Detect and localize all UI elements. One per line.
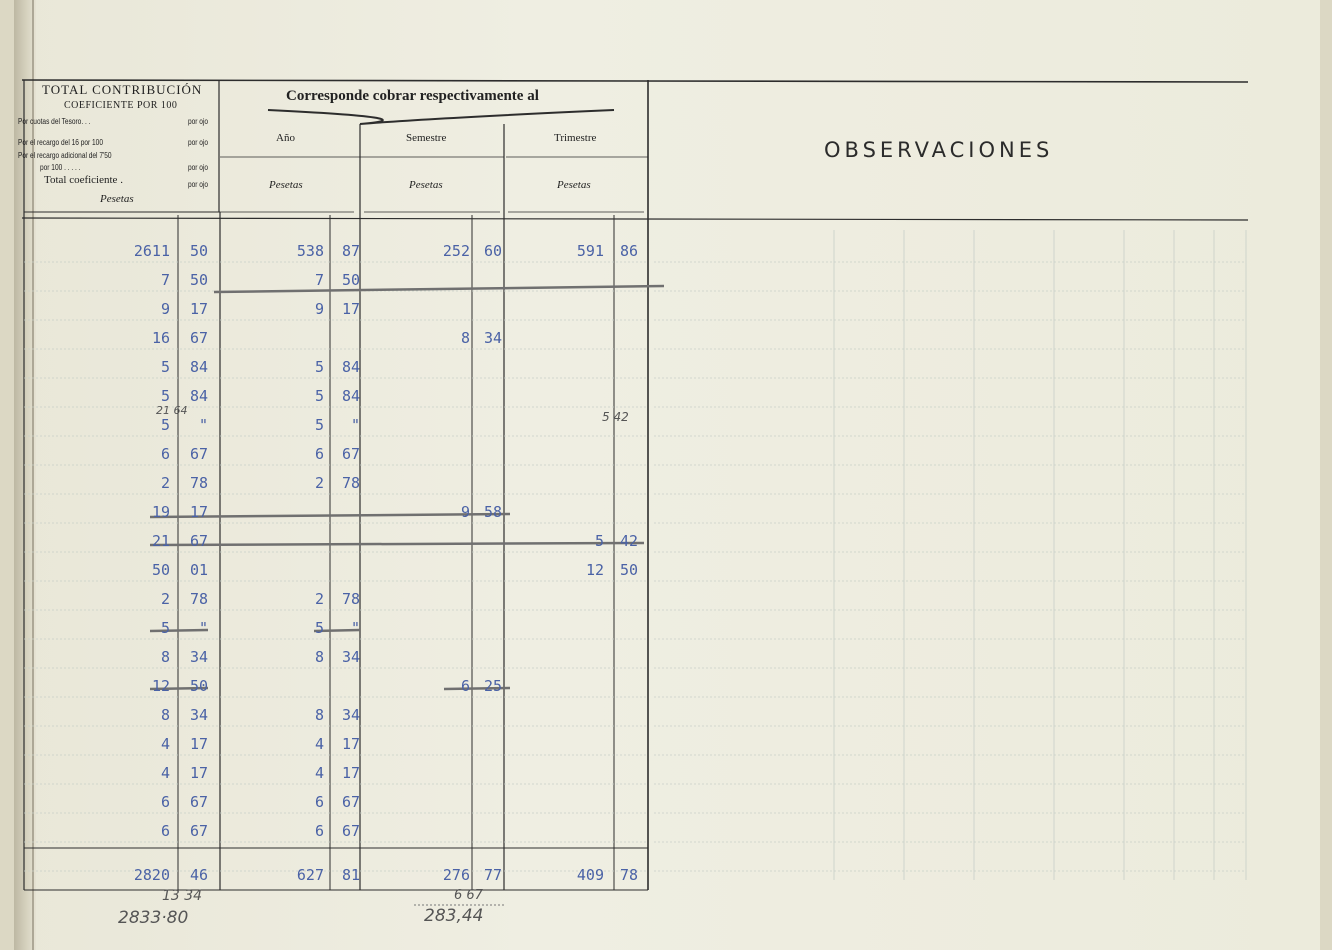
por-cien-4: por ojo bbox=[188, 180, 209, 189]
row-14-ano-p: 5 bbox=[314, 619, 324, 637]
row-20-total-p: 6 bbox=[160, 793, 170, 811]
row-10-total-c: 17 bbox=[189, 503, 208, 521]
pesetas-trimestre-header: Pesetas bbox=[557, 179, 591, 191]
row-10-sem-c: 58 bbox=[483, 503, 502, 521]
row-3-total-c: 17 bbox=[189, 300, 208, 318]
row-12-tri-p: 12 bbox=[585, 561, 604, 579]
ledger-grid bbox=[14, 0, 1320, 950]
row-9-ano-c: 78 bbox=[341, 474, 360, 492]
por-cien-1: por ojo bbox=[188, 117, 209, 126]
handwritten-below-sem-2: 283,44 bbox=[424, 906, 484, 926]
row-11-total-p: 21 bbox=[151, 532, 170, 550]
row-20-ano-c: 67 bbox=[341, 793, 360, 811]
row-13-ano-c: 78 bbox=[341, 590, 360, 608]
corresponde-title: Corresponde cobrar respectivamente al bbox=[286, 88, 539, 104]
row-12-total-p: 50 bbox=[151, 561, 170, 579]
row-19-ano-c: 17 bbox=[341, 764, 360, 782]
handwritten-note-5-42: 5 42 bbox=[602, 410, 629, 424]
row-16-total-c: 50 bbox=[189, 677, 208, 695]
pesetas-ano-header: Pesetas bbox=[269, 179, 303, 191]
row-2-total-p: 7 bbox=[160, 271, 170, 289]
row-17-ano-c: 34 bbox=[341, 706, 360, 724]
top-border bbox=[22, 80, 1248, 82]
row-18-total-p: 4 bbox=[160, 735, 170, 753]
row-16-total-p: 12 bbox=[151, 677, 170, 695]
handwritten-below-total-1: 13 34 bbox=[162, 888, 203, 904]
row-7-total-p: 5 bbox=[160, 416, 170, 434]
corresponde-bracket bbox=[268, 110, 614, 124]
row-6-total-p: 5 bbox=[160, 387, 170, 405]
row-15-ano-p: 8 bbox=[314, 648, 324, 666]
row-9-total-p: 2 bbox=[160, 474, 170, 492]
por-cien-2: por ojo bbox=[188, 138, 209, 147]
row-13-total-p: 2 bbox=[160, 590, 170, 608]
row-15-ano-c: 34 bbox=[341, 648, 360, 666]
row-16-sem-p: 6 bbox=[460, 677, 470, 695]
row-9-total-c: 78 bbox=[189, 474, 208, 492]
recargo-16-label: Por el recargo del 16 por 100 bbox=[18, 138, 103, 147]
row-8-ano-p: 6 bbox=[314, 445, 324, 463]
row-19-total-p: 4 bbox=[160, 764, 170, 782]
row-3-ano-p: 9 bbox=[314, 300, 324, 318]
handwritten-below-total-2: 2833·80 bbox=[118, 908, 189, 928]
row-5-ano-p: 5 bbox=[314, 358, 324, 376]
totals-ano-cents: 81 bbox=[341, 866, 360, 884]
row-18-ano-c: 17 bbox=[341, 735, 360, 753]
row-4-sem-p: 8 bbox=[460, 329, 470, 347]
row-21-total-p: 6 bbox=[160, 822, 170, 840]
total-contribucion-title: TOTAL CONTRIBUCIÓN bbox=[42, 82, 203, 97]
row-2-ano-p: 7 bbox=[314, 271, 324, 289]
row-2-ano-c: 50 bbox=[341, 271, 360, 289]
row-17-total-p: 8 bbox=[160, 706, 170, 724]
row-17-ano-p: 8 bbox=[314, 706, 324, 724]
row-15-total-c: 34 bbox=[189, 648, 208, 666]
row-21-ano-c: 67 bbox=[341, 822, 360, 840]
row-7-ano-p: 5 bbox=[314, 416, 324, 434]
row-1-tri-p: 591 bbox=[576, 242, 604, 260]
totals-tri-pesetas: 409 bbox=[576, 866, 604, 884]
row-9-ano-p: 2 bbox=[314, 474, 324, 492]
row-13-total-c: 78 bbox=[189, 590, 208, 608]
row-1-sem-p: 252 bbox=[442, 242, 470, 260]
row-19-ano-p: 4 bbox=[314, 764, 324, 782]
row-12-total-c: 01 bbox=[189, 561, 208, 579]
pesetas-semestre-header: Pesetas bbox=[409, 179, 443, 191]
row-7-total-c: " bbox=[198, 416, 208, 434]
row-8-total-c: 67 bbox=[189, 445, 208, 463]
row-5-total-c: 84 bbox=[189, 358, 208, 376]
ano-header: Año bbox=[276, 132, 295, 144]
row-2-total-c: 50 bbox=[189, 271, 208, 289]
row-1-total-p: 2611 bbox=[133, 242, 170, 260]
row-5-ano-c: 84 bbox=[341, 358, 360, 376]
row-1-total-c: 50 bbox=[189, 242, 208, 260]
row-1-ano-c: 87 bbox=[341, 242, 360, 260]
totals-sem-pesetas: 276 bbox=[442, 866, 470, 884]
coeficiente-title: COEFICIENTE POR 100 bbox=[64, 100, 178, 111]
row-18-total-c: 17 bbox=[189, 735, 208, 753]
totals-total-cents: 46 bbox=[189, 866, 208, 884]
row-1-tri-c: 86 bbox=[619, 242, 638, 260]
pesetas-total-header: Pesetas bbox=[100, 193, 134, 205]
row-6-total-c: 84 bbox=[189, 387, 208, 405]
row-11-tri-c: 42 bbox=[619, 532, 638, 550]
row-11-tri-p: 5 bbox=[594, 532, 604, 550]
row-6-ano-p: 5 bbox=[314, 387, 324, 405]
header-bottom-border bbox=[22, 218, 1248, 220]
row-8-total-p: 6 bbox=[160, 445, 170, 463]
por-cien-3: por ojo bbox=[188, 163, 209, 172]
row-3-ano-c: 17 bbox=[341, 300, 360, 318]
row-10-sem-p: 9 bbox=[460, 503, 470, 521]
por-100-label: por 100 . . . . . bbox=[40, 163, 81, 172]
row-6-ano-c: 84 bbox=[341, 387, 360, 405]
row-20-ano-p: 6 bbox=[314, 793, 324, 811]
handwritten-note-21-64: 21 64 bbox=[156, 404, 188, 417]
row-21-ano-p: 6 bbox=[314, 822, 324, 840]
row-18-ano-p: 4 bbox=[314, 735, 324, 753]
row-4-sem-c: 34 bbox=[483, 329, 502, 347]
handwritten-below-sem-1: 6 67 bbox=[454, 888, 483, 903]
trimestre-header: Trimestre bbox=[554, 132, 597, 144]
row-11-total-c: 67 bbox=[189, 532, 208, 550]
row-8-ano-c: 67 bbox=[341, 445, 360, 463]
row-4-total-p: 16 bbox=[151, 329, 170, 347]
row-7-ano-c: " bbox=[350, 416, 360, 434]
totals-tri-cents: 78 bbox=[619, 866, 638, 884]
totals-sem-cents: 77 bbox=[483, 866, 502, 884]
recargo-adicional-label: Por el recargo adicional del 7'50 bbox=[18, 151, 112, 160]
row-14-total-p: 5 bbox=[160, 619, 170, 637]
row-17-total-c: 34 bbox=[189, 706, 208, 724]
observaciones-header: OBSERVACIONES bbox=[824, 138, 1054, 162]
semestre-header: Semestre bbox=[406, 132, 447, 144]
row-12-tri-c: 50 bbox=[619, 561, 638, 579]
row-1-sem-c: 60 bbox=[483, 242, 502, 260]
ledger-page bbox=[14, 0, 1320, 950]
row-21-total-c: 67 bbox=[189, 822, 208, 840]
row-1-ano-p: 538 bbox=[296, 242, 324, 260]
row-3-total-p: 9 bbox=[160, 300, 170, 318]
row-15-total-p: 8 bbox=[160, 648, 170, 666]
row-10-total-p: 19 bbox=[151, 503, 170, 521]
row-14-ano-c: " bbox=[350, 619, 360, 637]
row-16-sem-c: 25 bbox=[483, 677, 502, 695]
row-20-total-c: 67 bbox=[189, 793, 208, 811]
row-5-total-p: 5 bbox=[160, 358, 170, 376]
total-coeficiente-label: Total coeficiente . bbox=[44, 174, 123, 186]
row-13-ano-p: 2 bbox=[314, 590, 324, 608]
cuotas-tesoro-label: Por cuotas del Tesoro. . . bbox=[18, 117, 91, 126]
row-4-total-c: 67 bbox=[189, 329, 208, 347]
row-19-total-c: 17 bbox=[189, 764, 208, 782]
totals-ano-pesetas: 627 bbox=[296, 866, 324, 884]
totals-total-pesetas: 2820 bbox=[133, 866, 170, 884]
row-14-total-c: " bbox=[198, 619, 208, 637]
